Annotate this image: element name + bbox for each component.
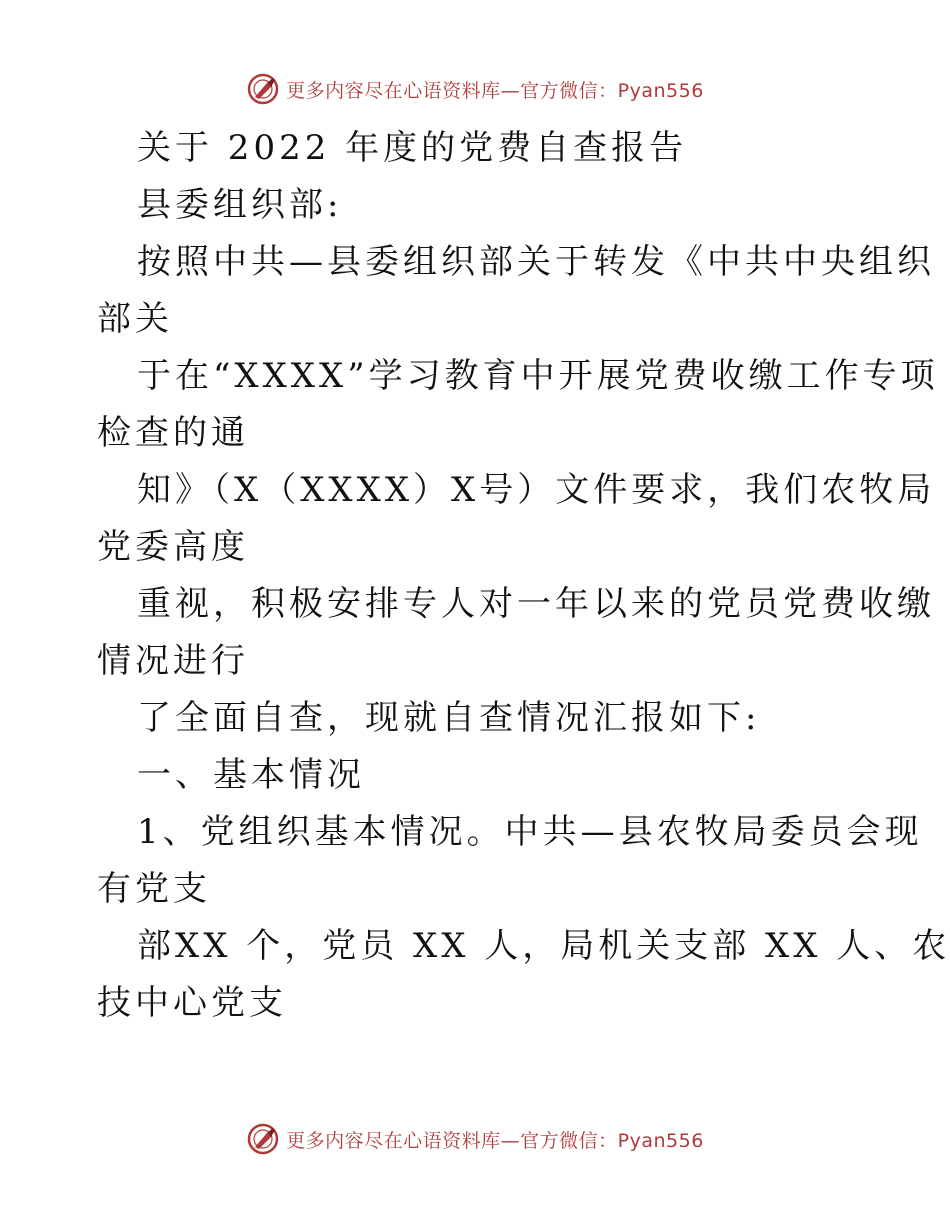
paragraph-line: 重视，积极安排专人对一年以来的党员党费收缴 xyxy=(137,584,935,624)
watermark-text: 更多内容尽在心语资料库—官方微信：Pyan556 xyxy=(286,79,704,102)
watermark-text: 更多内容尽在心语资料库—官方微信：Pyan556 xyxy=(286,1129,704,1152)
paragraph-line: 按照中共—县委组织部关于转发《中共中央组织 xyxy=(137,242,935,282)
pen-nib-circle-icon xyxy=(246,1122,280,1156)
paragraph-line: 情况进行 xyxy=(97,641,249,681)
paragraph-line: 知》（X（XXXX）X号）文件要求，我们农牧局 xyxy=(137,470,936,510)
paragraph-line: 技中心党支 xyxy=(97,983,287,1023)
paragraph-line: 1、党组织基本情况。中共—县农牧局委员会现 xyxy=(137,812,923,852)
paragraph-line: 检查的通 xyxy=(97,413,249,453)
pen-nib-circle-icon xyxy=(246,72,280,106)
header-watermark xyxy=(0,72,950,106)
document-body xyxy=(97,120,950,1032)
paragraph-line: 了全面自查，现就自查情况汇报如下: xyxy=(137,698,761,738)
paragraph-line: 于在“XXXX”学习教育中开展党费收缴工作专项 xyxy=(137,356,939,396)
document-title: 关于 2022 年度的党费自查报告 xyxy=(137,128,688,168)
paragraph-line: 部XX 个，党员 XX 人，局机关支部 XX 人、农 xyxy=(137,926,950,966)
paragraph-line: 党委高度 xyxy=(97,527,249,567)
paragraph-line: 有党支 xyxy=(97,869,211,909)
paragraph-line: 部关 xyxy=(97,299,173,339)
section-heading: 一、基本情况 xyxy=(137,755,365,795)
addressee-line: 县委组织部: xyxy=(137,185,343,225)
footer-watermark xyxy=(0,1122,950,1156)
